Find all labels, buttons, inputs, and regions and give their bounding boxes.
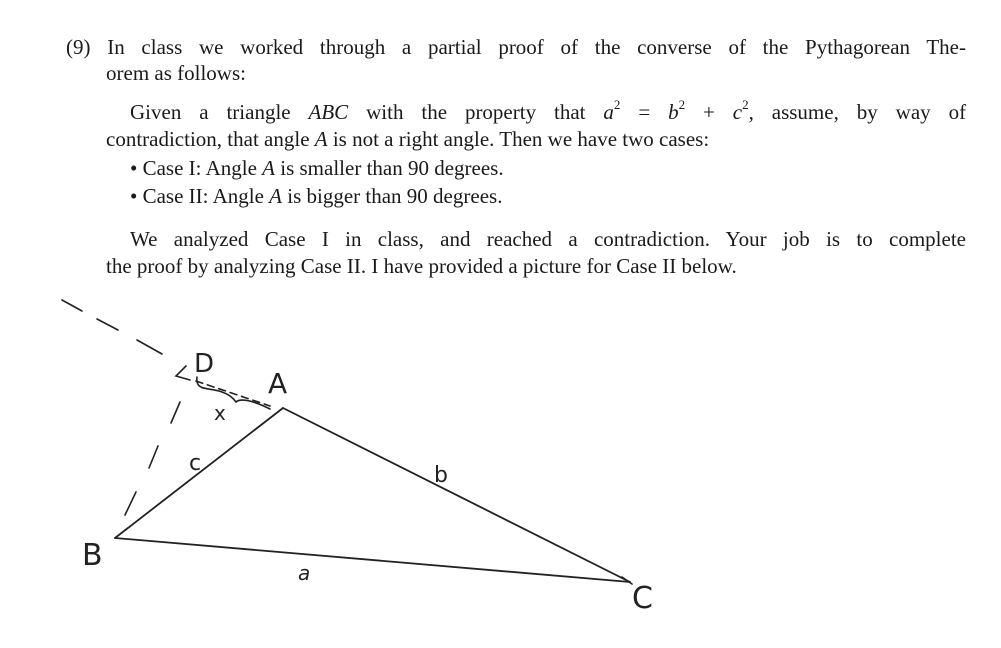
bullet: • — [130, 156, 138, 180]
analysis-line-1: We analyzed Case I in class, and reached a contradiction. Your job is to complete — [130, 227, 966, 251]
label-a: a — [298, 561, 311, 585]
label-B: B — [82, 538, 103, 573]
label-C: C — [632, 581, 653, 616]
problem-intro-line-2: orem as follows: — [106, 61, 246, 85]
label-x: x — [214, 401, 226, 425]
label-D: D — [194, 349, 215, 379]
extension-dash — [62, 300, 82, 311]
extension-dash — [97, 319, 118, 330]
segment-DA — [196, 381, 270, 406]
given-line-1: Given a triangle ABC with the property that $a^2 = b^2 + c^2$, assume, by way of — [130, 97, 967, 124]
problem-number: (9) — [66, 35, 91, 59]
bullet: • — [130, 184, 138, 208]
analysis-line-2: the proof by analyzing Case II. I have provided a picture for Case II below. — [106, 254, 737, 278]
right-angle-mark — [176, 366, 190, 380]
altitude-dash — [125, 492, 136, 515]
case-1: • Case I: Angle A is smaller than 90 degrees. — [130, 156, 504, 180]
pythagorean-equation: $a^2 = b^2 + c^2$, assume, by way of — [603, 97, 967, 124]
extension-dash — [137, 340, 162, 354]
label-b: b — [434, 463, 448, 488]
label-c: c — [189, 451, 202, 476]
given-line-2: contradiction, that angle A is not a right angle. Then we have two cases: — [106, 127, 710, 151]
side-a — [115, 538, 630, 582]
altitude-dash — [171, 402, 180, 423]
label-A: A — [268, 367, 288, 400]
problem-intro-text: In class we worked through a partial proof of the converse of the Pythagorean The- — [107, 35, 966, 59]
altitude-dash — [149, 446, 158, 468]
case-2: • Case II: Angle A is bigger than 90 degrees. — [130, 184, 503, 208]
triangle-name: ABC — [308, 100, 349, 124]
